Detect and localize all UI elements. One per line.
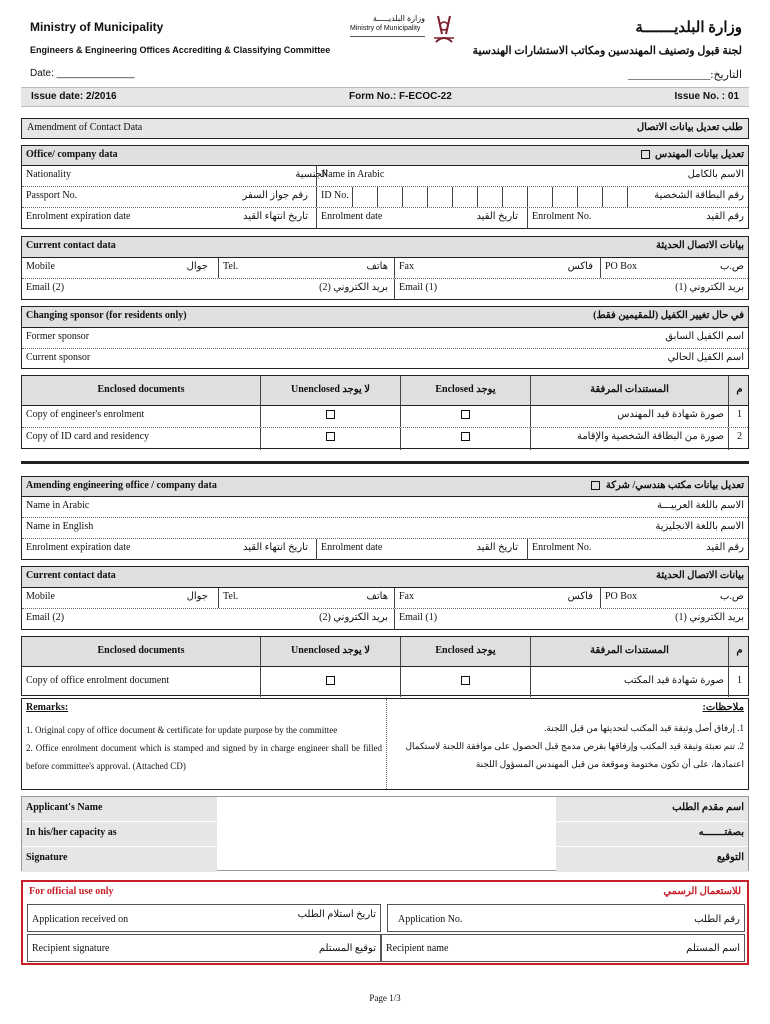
office-expiration-label-ar: تاريخ انتهاء القيد <box>243 542 308 553</box>
doc2-row1-num: 1 <box>728 667 750 697</box>
office-checkbox[interactable] <box>641 150 650 159</box>
office-name-english-label: Name in English <box>26 521 94 532</box>
enrolment-date-label: Enrolment date <box>316 208 386 229</box>
contact-section-1 <box>21 236 749 300</box>
amendment-title-en: Amendment of Contact Data <box>27 122 143 133</box>
engineer-data-section <box>21 145 749 229</box>
page-number: Page 1/3 <box>369 993 401 1003</box>
received-on-label: Application received on <box>32 914 129 925</box>
applicant-name-field[interactable] <box>217 797 557 821</box>
contact1-title-en: Current contact data <box>26 240 116 251</box>
nationality-label: Nationality <box>26 169 71 180</box>
fax-label: Fax <box>394 258 418 278</box>
email1b-label-ar: بريد الكتروني (1) <box>675 612 744 623</box>
docs1-col-enclosed: Enclosed يوجد <box>400 376 530 405</box>
sponsor-title-ar: في حال تغيير الكفيل (للمقيمين فقط) <box>593 310 744 321</box>
recipient-signature-label: Recipient signature <box>32 943 110 954</box>
issue-no: Issue No. : 01 <box>674 91 739 102</box>
office2-title-ar: تعديل بيانات مكتب هندسي/ شركة <box>605 480 744 491</box>
email1-label-ar: بريد الكتروني (1) <box>675 282 744 293</box>
docs2-col-enclosed-docs: Enclosed documents <box>97 645 185 656</box>
docs2-col-enclosed: Enclosed يوجد <box>400 637 530 666</box>
applicant-name-label-ar: اسم مقدم الطلب <box>556 797 748 821</box>
remarks-title-ar: ملاحظات: <box>702 702 744 713</box>
doc1-row2-enclosed-checkbox[interactable] <box>461 432 470 441</box>
logo-arabic-text: وزارة البلديـــــة <box>372 14 425 23</box>
docs1-col-num: م <box>728 376 750 405</box>
remark-en-2: 2. Office enrolment document which is stamped and signed by in charge engineer shall be filled before committee's approval. (Attached CD) <box>26 743 382 771</box>
issue-date: Issue date: 2/2016 <box>31 91 117 102</box>
doc1-row1-enclosed-checkbox[interactable] <box>461 410 470 419</box>
email2-label: Email (2) <box>26 282 65 293</box>
mobile2-label: Mobile <box>26 591 55 602</box>
amendment-title-bar <box>21 118 749 139</box>
doc1-row1-en: Copy of engineer's enrolment <box>26 409 145 420</box>
email2b-label-ar: بريد الكتروني (2) <box>319 612 388 623</box>
sponsor-section <box>21 306 749 369</box>
po-box-label-ar: ص.ب <box>719 261 744 272</box>
applicant-section <box>21 796 749 871</box>
doc1-row1-unenclosed-checkbox[interactable] <box>326 410 335 419</box>
docs1-col-enclosed-docs: Enclosed documents <box>97 384 185 395</box>
contact1-title-ar: بيانات الاتصال الحديثة <box>655 240 744 251</box>
passport-label-ar: رقم جواز السفر <box>242 190 308 201</box>
name-arabic-label: Name in Arabic <box>316 166 516 186</box>
office-enrolment-date-label-ar: تاريخ القيد <box>476 542 518 553</box>
doc1-row2-unenclosed-checkbox[interactable] <box>326 432 335 441</box>
docs2-col-num: م <box>728 637 750 666</box>
office2-title-en: Amending engineering office / company data <box>26 480 217 491</box>
emblem-icon <box>430 12 458 46</box>
email2b-label: Email (2) <box>26 612 65 623</box>
former-sponsor-label-ar: اسم الكفيل السابق <box>665 331 744 342</box>
id-label: ID No. <box>316 187 416 207</box>
current-sponsor-label-ar: اسم الكفيل الحالي <box>667 352 744 363</box>
former-sponsor-label: Former sponsor <box>26 331 90 342</box>
po-box2-label-ar: ص.ب <box>719 591 744 602</box>
mobile-label-ar: جوال <box>186 261 208 272</box>
doc2-row1-ar: صورة شهادة قيد المكتب <box>530 667 728 697</box>
enrolment-date-label-ar: تاريخ القيد <box>476 211 518 222</box>
office-enrolment-no-label: Enrolment No. <box>527 539 595 560</box>
current-sponsor-label: Current sponsor <box>26 352 91 363</box>
office-enrolment-no-label-ar: رقم القيد <box>706 542 744 553</box>
tel2-label: Tel. <box>218 588 242 608</box>
expiration-label-ar: تاريخ انتهاء القيد <box>243 211 308 222</box>
doc1-row2-en: Copy of ID card and residency <box>26 431 150 442</box>
documents-table-1 <box>21 375 749 449</box>
po-box-label: PO Box <box>600 258 641 278</box>
doc2-row1-en: Copy of office enrolment document <box>26 675 170 686</box>
recipient-signature-label-ar: توقيع المستلم <box>318 943 376 954</box>
committee-ar: لجنة قبول وتصنيف المهندسين ومكاتب الاستشارات الهندسية <box>472 45 742 57</box>
contact-section-2 <box>21 566 749 630</box>
enrolment-no-label-ar: رقم القيد <box>706 211 744 222</box>
doc2-enclosed-checkbox[interactable] <box>461 676 470 685</box>
enrolment-no-label: Enrolment No. <box>527 208 595 229</box>
doc1-row2-ar: صورة من البطاقة الشخصية والإقامة <box>530 428 728 450</box>
office-data-section <box>21 476 749 560</box>
fax2-label-ar: فاكس <box>567 591 593 602</box>
capacity-label: In his/her capacity as <box>22 822 217 846</box>
received-on-label-ar: تاريخ استلام الطلب <box>297 909 376 920</box>
recipient-name-label-ar: اسم المستلم <box>686 943 740 954</box>
remarks-title-en: Remarks: <box>26 702 69 713</box>
remark-ar-1: 1. إرفاق أصل وثيقة قيد المكتب لتحديثها من قبل اللجنة. <box>544 723 744 733</box>
contact2-title-en: Current contact data <box>26 570 116 581</box>
signature-field[interactable] <box>217 847 557 872</box>
doc1-row1-ar: صورة شهادة قيد المهندس <box>530 406 728 427</box>
amendment-title-ar: طلب تعديل بيانات الاتصال <box>636 122 743 133</box>
remarks-section <box>21 698 749 790</box>
committee-en: Engineers & Engineering Offices Accrediting & Classifying Committee <box>30 45 331 55</box>
mobile2-label-ar: جوال <box>186 591 208 602</box>
doc1-row2-num: 2 <box>728 428 750 450</box>
logo-english-text: Ministry of Municipality <box>350 25 421 32</box>
docs1-col-arabic: المستندات المرفقة <box>530 376 728 405</box>
tel2-label-ar: هاتف <box>366 591 388 602</box>
expiration-label: Enrolment expiration date <box>26 211 131 222</box>
form-no: Form No.: F-ECOC-22 <box>349 91 452 102</box>
email1b-label: Email (1) <box>394 609 441 630</box>
ministry-ar: وزارة البلديـــــــة <box>635 20 742 36</box>
contact2-title-ar: بيانات الاتصال الحديثة <box>655 570 744 581</box>
id-digit-boxes[interactable] <box>352 187 647 207</box>
ministry-en: Ministry of Municipality <box>30 20 164 34</box>
email2-label-ar: بريد الكتروني (2) <box>319 282 388 293</box>
issue-band <box>21 87 749 107</box>
remarks-ar <box>386 699 748 789</box>
docs2-col-arabic: المستندات المرفقة <box>530 637 728 666</box>
tel-label: Tel. <box>218 258 242 278</box>
signature-label: Signature <box>22 847 217 872</box>
sponsor-title-en: Changing sponsor (for residents only) <box>26 310 187 321</box>
official-title-en: For official use only <box>29 886 114 897</box>
id-label-ar: رقم البطاقة الشخصية <box>654 190 744 201</box>
docs1-col-unenclosed: Unenclosed لا يوجد <box>260 376 400 405</box>
capacity-field[interactable] <box>217 822 557 846</box>
fax2-label: Fax <box>394 588 418 608</box>
section-divider <box>21 461 749 464</box>
tel-label-ar: هاتف <box>366 261 388 272</box>
office-name-arabic-label: Name in Arabic <box>26 500 90 511</box>
application-no-label-ar: رقم الطلب <box>694 914 740 925</box>
capacity-label-ar: بصفتـــــــه <box>556 822 748 846</box>
doc1-row1-num: 1 <box>728 406 750 427</box>
signature-label-ar: التوقيع <box>556 847 748 872</box>
doc2-unenclosed-checkbox[interactable] <box>326 676 335 685</box>
office-expiration-label: Enrolment expiration date <box>26 542 131 553</box>
official-title-ar: للاستعمال الرسمي <box>663 886 741 897</box>
recipient-name-label: Recipient name <box>386 943 449 954</box>
office-title-ar: تعديل بيانات المهندس <box>655 149 744 160</box>
fax-label-ar: فاكس <box>567 261 593 272</box>
remarks-en <box>22 699 386 789</box>
email1-label: Email (1) <box>394 279 441 300</box>
office-name-english-label-ar: الاسم باللغة الانجليزية <box>655 521 744 532</box>
date-ar: التاريخ:_______________ <box>627 69 742 81</box>
official-use-section <box>21 880 749 965</box>
ministry-logo <box>350 14 460 46</box>
full-name-label-ar: الاسم بالكامل <box>687 169 744 180</box>
po-box2-label: PO Box <box>600 588 641 608</box>
office-title-en: Office/ company data <box>26 149 118 160</box>
office-enrolment-date-label: Enrolment date <box>316 539 386 560</box>
remark-ar-2: 2. تتم تعبئة وثيقة قيد المكتب وإرفاقها بقرص مدمج قبل الحصول على موافقة اللجنة لاستكمال اعتمادها، على أن تكون مختومة وموقعة من قبل المهندس المسؤول اللجنة <box>405 741 744 769</box>
documents-table-2 <box>21 636 749 696</box>
nationality-label-ar: الجنسية <box>295 169 328 180</box>
docs2-col-unenclosed: Unenclosed لا يوجد <box>260 637 400 666</box>
date-en: Date: ______________ <box>30 68 135 79</box>
mobile-label: Mobile <box>26 261 55 272</box>
remark-en-1: 1. Original copy of office document & certificate for update purpose by the committee <box>26 725 338 735</box>
application-no-label: Application No. <box>398 914 463 925</box>
passport-label: Passport No. <box>26 190 78 201</box>
applicant-name-label: Applicant's Name <box>22 797 217 821</box>
office-name-arabic-label-ar: الاسم باللغة العربيـــة <box>656 500 744 511</box>
office2-checkbox[interactable] <box>591 481 600 490</box>
